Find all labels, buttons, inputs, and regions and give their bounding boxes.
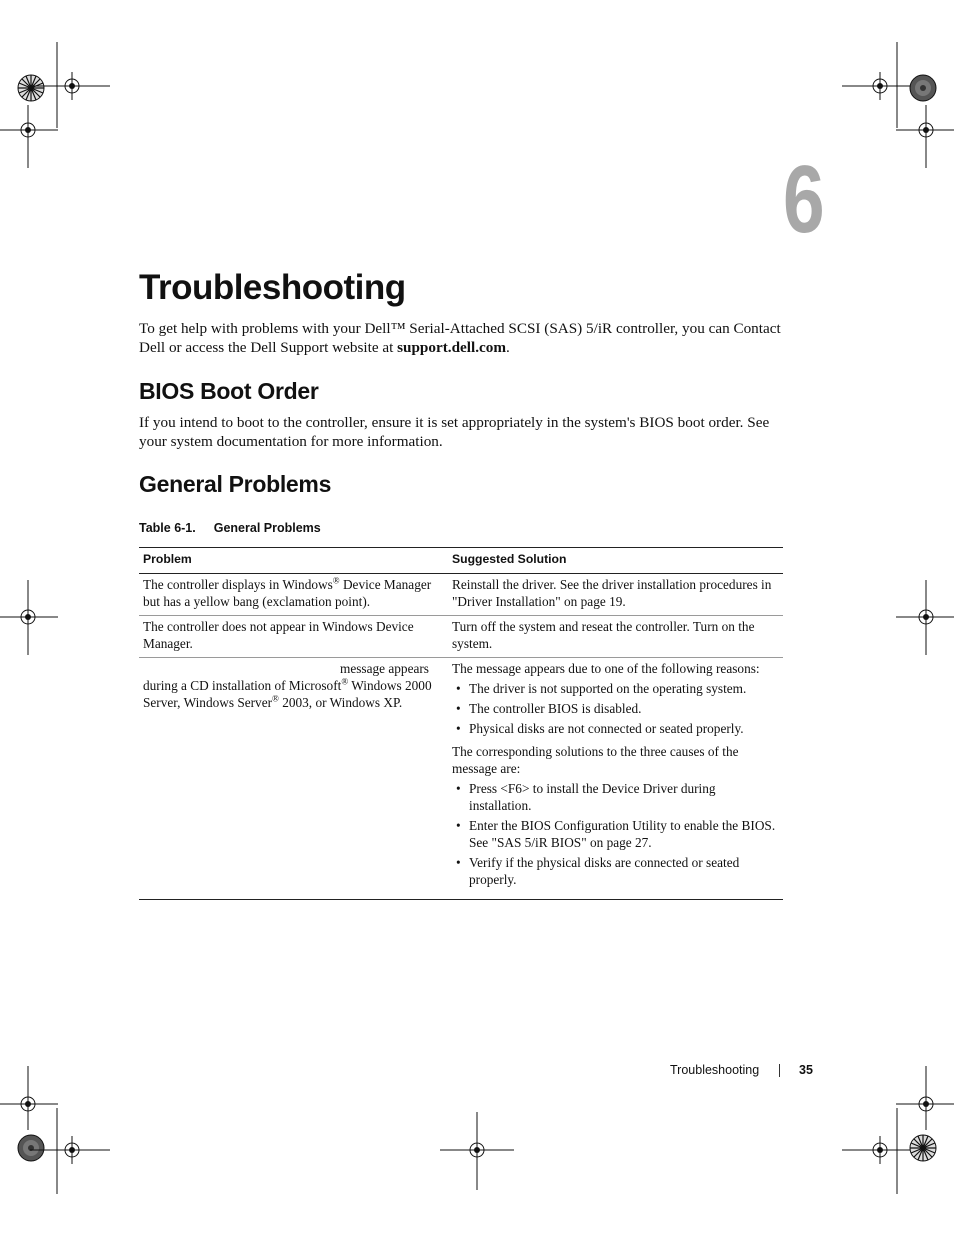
causes-list: [452, 680, 779, 737]
table-row: [139, 658, 783, 900]
header-suggested-solution: Suggested Solution: [448, 548, 783, 574]
list-item: • Physical disks are not connected or seated properly.: [452, 720, 779, 737]
solution-cell: [448, 658, 783, 900]
list-item: • Verify if the physical disks are connected or seated properly.: [452, 854, 779, 888]
problem-text: The controller displays in Windows: [143, 577, 333, 592]
chapter-title: Troubleshooting: [139, 268, 406, 307]
table-caption-label: Table 6-1.: [139, 521, 196, 535]
section-heading-bios-boot-order: BIOS Boot Order: [139, 378, 319, 404]
intro-end: .: [505, 339, 510, 356]
starburst-mark-bottom-right: [910, 1135, 936, 1161]
registered-mark: ®: [272, 693, 279, 704]
bios-boot-order-paragraph: If you intend to boot to the controller, ensure it is set appropriately in the system's BIOS boot order. See your system documentation for more information.: [139, 414, 770, 450]
table-header-row: [139, 548, 783, 574]
footer-section-name: Troubleshooting: [670, 1063, 760, 1077]
list-item: • The controller BIOS is disabled.: [452, 700, 779, 717]
footer-page-number: 35: [799, 1063, 813, 1077]
problem-cell: [139, 574, 448, 616]
problem-cell: The controller does not appear in Windows Device Manager.: [139, 616, 448, 658]
problem-text-b: Windows 2000 Server, Windows Server: [143, 678, 432, 710]
header-problem: Problem: [139, 548, 448, 574]
registered-mark: ®: [341, 676, 349, 687]
support-link[interactable]: support.dell.com: [397, 339, 506, 356]
starburst-mark-top-left: [18, 75, 44, 101]
problem-text-a: during a CD installation of Microsoft: [143, 678, 342, 693]
registered-mark: ®: [332, 575, 340, 586]
problem-text: Device Manager but has a yellow bang (exclamation point).: [143, 577, 432, 609]
section-heading-general-problems: General Problems: [139, 471, 332, 497]
list-item: • Enter the BIOS Configuration Utility to enable the BIOS. See "SAS 5/iR BIOS" on page 27.: [452, 817, 779, 851]
list-item: • Press <F6> to install the Device Driver during installation.: [452, 780, 779, 814]
solution-intro: The message appears due to one of the following reasons:: [452, 661, 760, 676]
list-item: • The driver is not supported on the operating system.: [452, 680, 779, 697]
solution-cell: Reinstall the driver. See the driver installation procedures in "Driver Installation" on page 19.: [448, 574, 783, 616]
chapter-number: 6: [783, 146, 825, 253]
intro-paragraph: [139, 319, 789, 357]
problem-cell: [139, 658, 448, 900]
solutions-intro: The corresponding solutions to the three causes of the message are:: [452, 744, 739, 776]
table-caption-title: General Problems: [213, 521, 321, 535]
table-row: [139, 616, 783, 658]
footer-separator: [779, 1064, 780, 1077]
solutions-list: [452, 780, 779, 888]
intro-text: To get help with problems with your Dell™ Serial-Attached SCSI (SAS) 5/iR controller, you can Contact Dell or access the Dell Support website at: [139, 320, 781, 356]
solution-cell: Turn off the system and reseat the controller. Turn on the system.: [448, 616, 783, 658]
problem-message-line: message appears: [340, 661, 429, 676]
problem-text-c: 2003, or Windows XP.: [278, 695, 403, 710]
table-caption: [139, 519, 321, 537]
table-row: [139, 574, 783, 616]
problem-text: [143, 677, 444, 711]
general-problems-table: [139, 547, 783, 900]
